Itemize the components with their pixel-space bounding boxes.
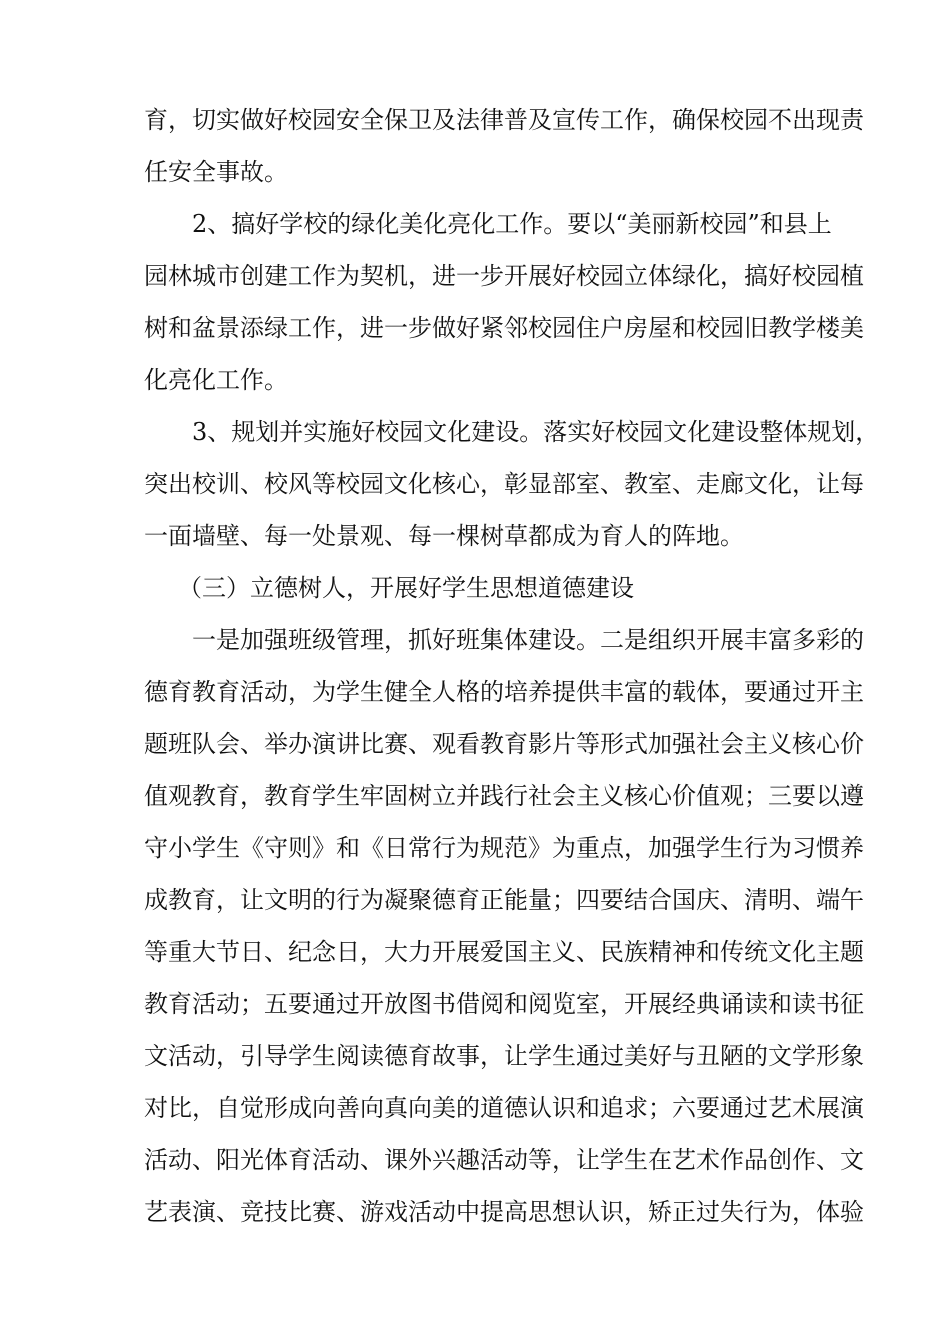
text-line: 值观教育，教育学生牢固树立并践行社会主义核心价值观；三要以遵 (144, 782, 864, 810)
text-line: 园林城市创建工作为契机，进一步开展好校园立体绿化，搞好校园植 (144, 262, 864, 290)
text-line: 成教育，让文明的行为凝聚德育正能量；四要结合国庆、清明、端午 (144, 886, 864, 914)
text-line: 突出校训、校风等校园文化核心，彰显部室、教室、走廊文化，让每 (144, 470, 864, 498)
text-line: 艺表演、竞技比赛、游戏活动中提高思想认识，矫正过失行为，体验 (144, 1198, 864, 1226)
text-line: 活动、阳光体育活动、课外兴趣活动等，让学生在艺术作品创作、文 (144, 1146, 864, 1174)
section-heading: （三）立德树人，开展好学生思想道德建设 (178, 574, 634, 602)
text-line: 一面墙壁、每一处景观、每一棵树草都成为育人的阵地。 (144, 522, 744, 550)
text-line: 树和盆景添绿工作，进一步做好紧邻校园住户房屋和校园旧教学楼美 (144, 314, 864, 342)
text-line: 守小学生《守则》和《日常行为规范》为重点，加强学生行为习惯养 (144, 834, 864, 862)
text-line: 化亮化工作。 (144, 366, 288, 394)
text-line: 育，切实做好校园安全保卫及法律普及宣传工作，确保校园不出现责 (144, 106, 864, 134)
text-line: 任安全事故。 (144, 158, 288, 186)
text-line: 题班队会、举办演讲比赛、观看教育影片等形式加强社会主义核心价 (144, 730, 864, 758)
text-line: 文活动，引导学生阅读德育故事，让学生通过美好与丑陋的文学形象 (144, 1042, 864, 1070)
paragraph-start-line: 3、规划并实施好校园文化建设。落实好校园文化建设整体规划， (192, 418, 880, 446)
text-line: 等重大节日、纪念日，大力开展爱国主义、民族精神和传统文化主题 (144, 938, 864, 966)
text-line: 教育活动；五要通过开放图书借阅和阅览室，开展经典诵读和读书征 (144, 990, 864, 1018)
text-line: 对比，自觉形成向善向真向美的道德认识和追求；六要通过艺术展演 (144, 1094, 864, 1122)
text-line: 德育教育活动，为学生健全人格的培养提供丰富的载体，要通过开主 (144, 678, 864, 706)
paragraph-start-line: 一是加强班级管理，抓好班集体建设。二是组织开展丰富多彩的 (192, 626, 864, 654)
paragraph-start-line: 2、搞好学校的绿化美化亮化工作。要以“美丽新校园”和县上 (192, 210, 832, 238)
